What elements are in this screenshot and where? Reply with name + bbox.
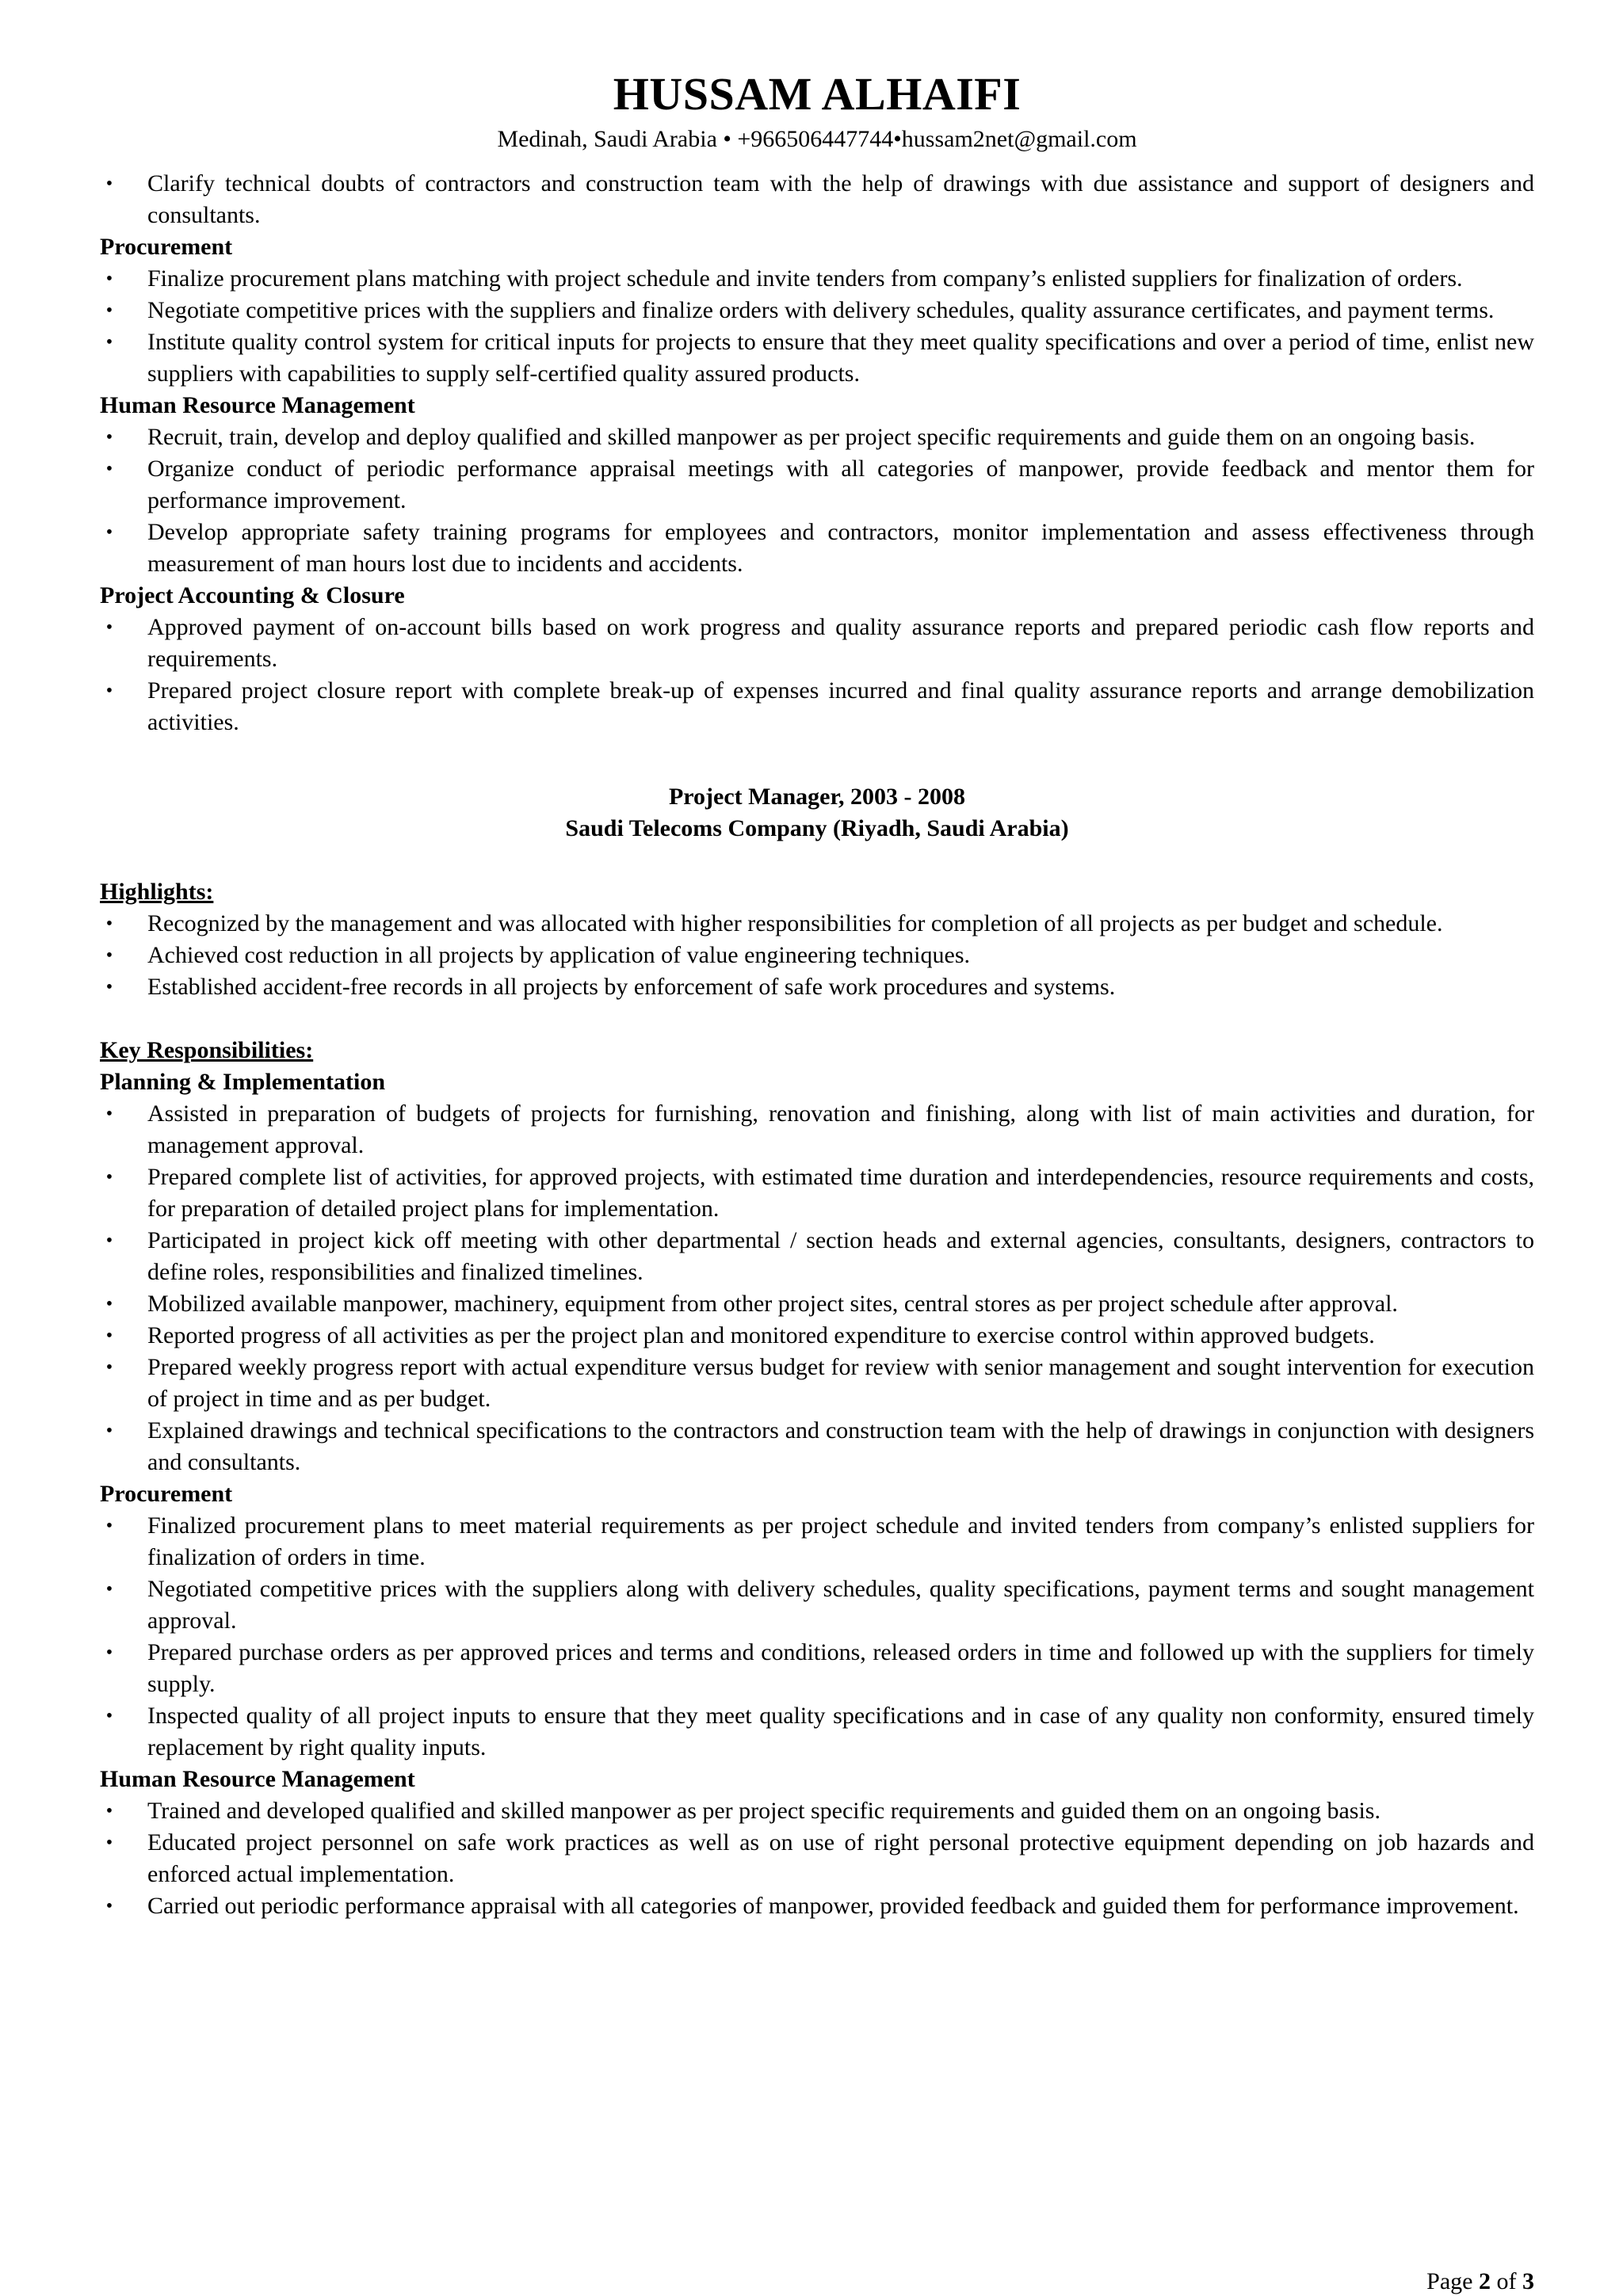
section-list	[100, 1795, 1534, 1922]
list-item: • Mobilized available manpower, machinery, equipment from other project sites, central stores as per project schedule after approval.	[100, 1288, 1534, 1320]
continued-section-procurement	[100, 231, 1534, 390]
page-total: 3	[1522, 2268, 1534, 2294]
bullet-icon: •	[105, 1294, 113, 1314]
bullet-icon: •	[105, 459, 113, 479]
list-item: • Approved payment of on-account bills based on work progress and quality assurance reports and prepared periodic cash flow reports and requirements.	[100, 612, 1534, 675]
list-item: • Trained and developed qualified and skilled manpower as per project specific requirements and guided them on an ongoing basis.	[100, 1795, 1534, 1827]
page-label: Page	[1426, 2268, 1473, 2294]
list-item: • Prepared complete list of activities, for approved projects, with estimated time duration and interdependencies, resource requirements and costs, for preparation of detailed project plans for implementation.	[100, 1161, 1534, 1225]
section-list	[100, 263, 1534, 390]
list-item: • Carried out periodic performance appraisal with all categories of manpower, provided feedback and guided them for performance improvement.	[100, 1890, 1534, 1922]
section-title: Project Accounting & Closure	[100, 582, 405, 608]
section-title: Human Resource Management	[100, 1766, 415, 1792]
list-item: • Inspected quality of all project inputs to ensure that they meet quality specifications and in case of any quality non conformity, ensured timely replacement by right quality inputs.	[100, 1700, 1534, 1764]
section-list	[100, 1510, 1534, 1764]
job-section-hr	[100, 1764, 1534, 1922]
page-of: of	[1496, 2268, 1517, 2294]
contact-line: Medinah, Saudi Arabia • +966506447744•hussam2net@gmail.com	[497, 126, 1137, 152]
bullet-icon: •	[105, 617, 113, 638]
list-item: • Organize conduct of periodic performance appraisal meetings with all categories of manpower, provide feedback and mentor them for performance improvement.	[100, 453, 1534, 517]
section-title: Planning & Implementation	[100, 1069, 386, 1095]
list-item: • Prepared purchase orders as per approved prices and terms and conditions, released orders in time and followed up with the suppliers for timely supply.	[100, 1637, 1534, 1700]
list-item: • Achieved cost reduction in all projects by application of value engineering techniques.	[100, 940, 1534, 971]
section-list	[100, 612, 1534, 738]
bullet-icon: •	[105, 977, 113, 997]
list-item: • Finalize procurement plans matching with project schedule and invite tenders from company’s enlisted suppliers for finalization of orders.	[100, 263, 1534, 295]
spacer	[100, 845, 1534, 876]
bullet-icon: •	[105, 269, 113, 289]
list-item: • Established accident-free records in all projects by enforcement of safe work procedures and systems.	[100, 971, 1534, 1003]
job-section-procurement	[100, 1478, 1534, 1764]
page-number	[1426, 2267, 1534, 2296]
resume-page	[100, 65, 1534, 1922]
section-title: Procurement	[100, 234, 233, 260]
bullet-icon: •	[105, 681, 113, 701]
responsibilities-heading: Key Responsibilities:	[100, 1037, 314, 1063]
section-list	[100, 1098, 1534, 1478]
list-item: • Negotiated competitive prices with the suppliers along with delivery schedules, quality specifications, payment terms and sought management approval.	[100, 1573, 1534, 1637]
list-item: • Prepared project closure report with complete break-up of expenses incurred and final quality assurance reports and arrange demobilization activities.	[100, 675, 1534, 738]
bullet-icon: •	[105, 1642, 113, 1663]
list-item: • Finalized procurement plans to meet material requirements as per project schedule and invited tenders from company’s enlisted suppliers for finalization of orders in time.	[100, 1510, 1534, 1573]
bullet-icon: •	[105, 1230, 113, 1251]
continued-section-hr	[100, 390, 1534, 580]
list-item: • Negotiate competitive prices with the suppliers and finalize orders with delivery schedules, quality assurance certificates, and payment terms.	[100, 295, 1534, 326]
bullet-icon: •	[105, 522, 113, 543]
list-item: • Assisted in preparation of budgets of projects for furnishing, renovation and finishing, along with list of main activities and duration, for management approval.	[100, 1098, 1534, 1161]
job-title: Project Manager, 2003 - 2008	[668, 784, 966, 810]
bullet-icon: •	[105, 1357, 113, 1378]
highlights-section	[100, 876, 1534, 1003]
bullet-icon: •	[105, 300, 113, 321]
list-item: • Recruit, train, develop and deploy qualified and skilled manpower as per project specific requirements and guide them on an ongoing basis.	[100, 421, 1534, 453]
page-current: 2	[1479, 2268, 1491, 2294]
list-item: • Recognized by the management and was allocated with higher responsibilities for completion of all projects as per budget and schedule.	[100, 908, 1534, 940]
bullet-icon: •	[105, 1104, 113, 1124]
bullet-icon: •	[105, 1706, 113, 1726]
job-section-planning	[100, 1066, 1534, 1478]
bullet-icon: •	[105, 1516, 113, 1536]
list-item: • Develop appropriate safety training programs for employees and contractors, monitor implementation and assess effectiveness through measurement of man hours lost due to incidents and accidents.	[100, 517, 1534, 580]
list-item: • Reported progress of all activities as per the project plan and monitored expenditure to exercise control within approved budgets.	[100, 1320, 1534, 1352]
bullet-icon: •	[105, 1833, 113, 1853]
list-item: • Prepared weekly progress report with actual expenditure versus budget for review with senior management and sought intervention for execution of project in time and as per budget.	[100, 1352, 1534, 1415]
highlights-list	[100, 908, 1534, 1003]
bullet-icon: •	[105, 1421, 113, 1441]
bullet-icon: •	[105, 1325, 113, 1346]
list-item: • Participated in project kick off meeting with other departmental / section heads and external agencies, consultants, designers, contractors to define roles, responsibilities and finalized timelines.	[100, 1225, 1534, 1288]
bullet-icon: •	[105, 174, 113, 194]
list-item: • Institute quality control system for critical inputs for projects to ensure that they meet quality specifications and over a period of time, enlist new suppliers with capabilities to supply self-certified quality assured products.	[100, 326, 1534, 390]
list-item: • Explained drawings and technical specifications to the contractors and construction team with the help of drawings in conjunction with designers and consultants.	[100, 1415, 1534, 1478]
bullet-icon: •	[105, 1896, 113, 1917]
spacer	[100, 1003, 1534, 1035]
list-item: • Educated project personnel on safe work practices as well as on use of right personal protective equipment depending on job hazards and enforced actual implementation.	[100, 1827, 1534, 1890]
bullet-icon: •	[105, 1579, 113, 1600]
continued-section-accounting	[100, 580, 1534, 738]
section-list	[100, 421, 1534, 580]
section-title: Human Resource Management	[100, 392, 415, 418]
bullet-icon: •	[105, 1167, 113, 1188]
list-item: • Clarify technical doubts of contractors and construction team with the help of drawings with due assistance and support of designers and consultants.	[100, 168, 1534, 231]
job-company: Saudi Telecoms Company (Riyadh, Saudi Arabia)	[565, 815, 1069, 841]
section-title: Procurement	[100, 1481, 233, 1507]
bullet-icon: •	[105, 332, 113, 353]
continued-bullets	[100, 168, 1534, 231]
bullet-icon: •	[105, 427, 113, 448]
candidate-name: HUSSAM ALHAIFI	[613, 68, 1022, 120]
bullet-icon: •	[105, 945, 113, 966]
spacer	[100, 738, 1534, 781]
bullet-icon: •	[105, 913, 113, 934]
bullet-icon: •	[105, 1801, 113, 1821]
highlights-heading: Highlights:	[100, 879, 214, 905]
